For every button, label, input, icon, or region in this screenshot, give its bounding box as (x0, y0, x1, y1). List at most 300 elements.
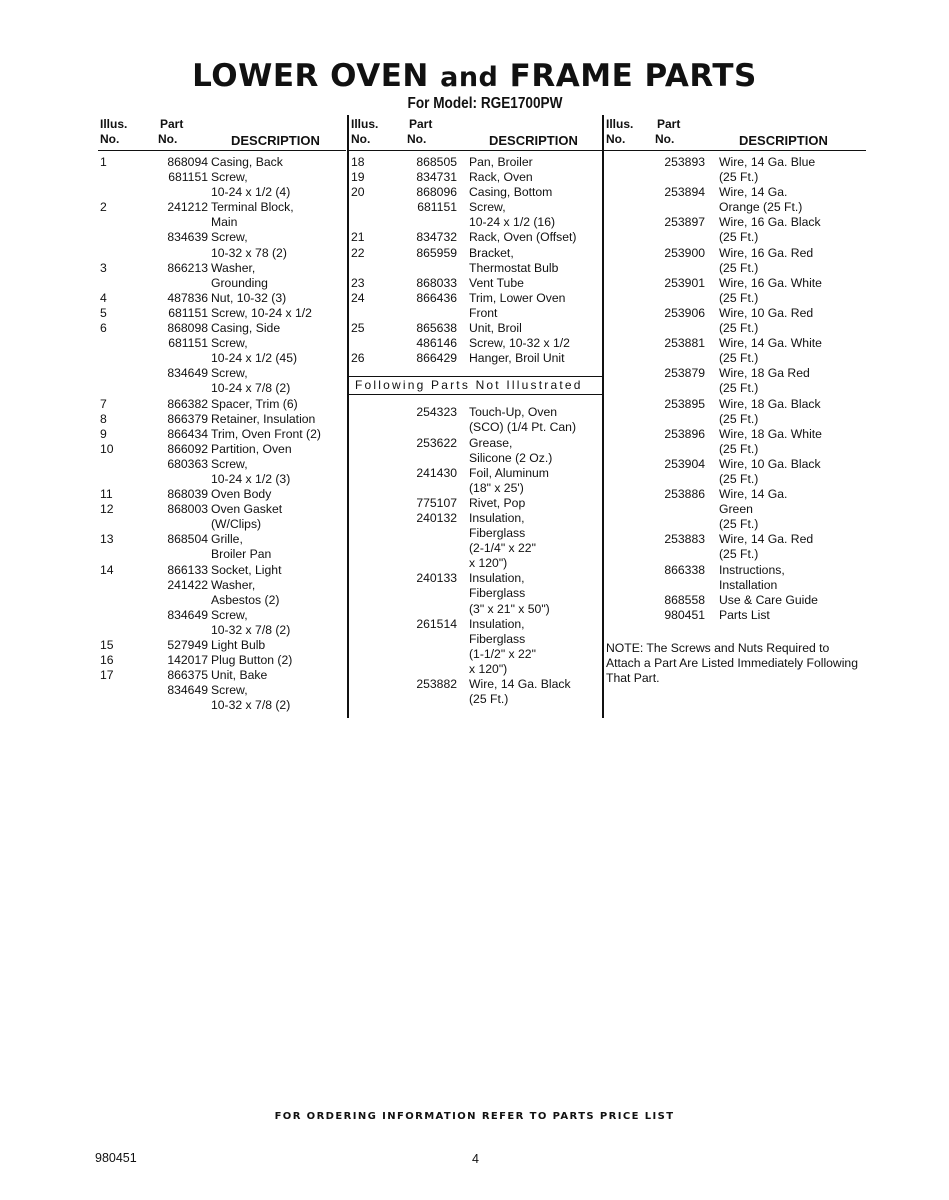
part-number: 253881 (664, 336, 705, 351)
illus-number: 22 (351, 245, 365, 260)
part-number: 866436 (416, 290, 457, 305)
part-description: (25 Ft.) (719, 381, 759, 396)
part-header-no: No. (655, 132, 675, 146)
part-number: 866092 (167, 441, 208, 456)
illus-number: 4 (100, 290, 107, 305)
entry-line (349, 261, 604, 276)
part-description: Wire, 14 Ga. (719, 185, 788, 200)
part-number: 241212 (167, 200, 208, 215)
entry-line (349, 466, 604, 481)
part-number: 253879 (664, 366, 705, 381)
entry-line (98, 291, 346, 306)
part-description: Wire, 10 Ga. Red (719, 305, 814, 320)
part-entry (349, 617, 604, 677)
part-description: Grounding (211, 275, 268, 290)
part-entry (98, 155, 346, 170)
part-description: Screw, 10-24 x 1/2 (211, 305, 312, 320)
part-entry (349, 436, 604, 466)
part-number: 253622 (416, 435, 457, 450)
illus-number: 24 (351, 290, 365, 305)
part-number: 775107 (416, 495, 457, 510)
part-description: Casing, Bottom (469, 185, 553, 200)
entry-line (98, 336, 346, 351)
part-description: (25 Ft.) (719, 260, 759, 275)
illus-number: 3 (100, 260, 107, 275)
part-number: 240132 (416, 510, 457, 525)
part-entry (349, 185, 604, 200)
entry-line (98, 502, 346, 517)
illus-number: 18 (351, 155, 365, 169)
illus-number: 19 (351, 170, 365, 185)
part-entry (349, 405, 604, 435)
entry-line (349, 632, 604, 647)
illus-number: 6 (100, 321, 107, 336)
illus-number: 14 (100, 562, 114, 577)
part-number: 241430 (416, 465, 457, 480)
part-description: Screw, 10-32 x 1/2 (469, 336, 570, 351)
part-entry (349, 291, 604, 321)
part-number: 868558 (664, 592, 705, 607)
part-description: Wire, 10 Ga. Black (719, 456, 821, 471)
part-number: 142017 (167, 653, 208, 668)
entry-line (604, 608, 866, 623)
entry-line (604, 246, 866, 261)
part-entry (349, 571, 604, 616)
entry-line (98, 185, 346, 200)
part-entry (604, 487, 866, 532)
part-description: 10-24 x 1/2 (16) (469, 215, 556, 230)
entry-line (98, 200, 346, 215)
entry-line (349, 185, 604, 200)
entry-line (349, 526, 604, 541)
part-description: Main (211, 215, 238, 230)
entry-line (98, 427, 346, 442)
parts-list (98, 151, 346, 713)
entry-line (604, 276, 866, 291)
part-number: 865638 (416, 321, 457, 336)
entry-line (349, 276, 604, 291)
entry-line (604, 457, 866, 472)
illus-number: 1 (100, 155, 107, 169)
part-description: (25 Ft.) (719, 321, 759, 336)
part-number: 253895 (664, 396, 705, 411)
illus-number: 20 (351, 185, 365, 200)
illus-number: 17 (100, 668, 114, 683)
illus-header-no: No. (100, 132, 120, 146)
part-entry (98, 457, 346, 487)
entry-line (349, 692, 604, 707)
part-description: Wire, 16 Ga. Red (719, 245, 814, 260)
part-number: 834649 (167, 366, 208, 381)
part-description: Screw, (211, 170, 248, 185)
illus-number: 5 (100, 305, 107, 320)
part-header-no: No. (407, 132, 427, 146)
part-description: Installation (719, 577, 778, 592)
entry-line (98, 472, 346, 487)
part-number: 868096 (416, 185, 457, 200)
entry-line (98, 638, 346, 653)
part-entry (604, 276, 866, 306)
ordering-info-footer: FOR ORDERING INFORMATION REFER TO PARTS PRICE LIST (274, 1111, 675, 1122)
part-number: 834649 (167, 607, 208, 622)
part-number: 866375 (167, 668, 208, 683)
illus-number: 9 (100, 426, 107, 441)
entry-line (349, 170, 604, 185)
part-description: Hanger, Broil Unit (469, 351, 565, 366)
entry-line (349, 351, 604, 366)
part-description: (25 Ft.) (719, 471, 759, 486)
entry-line (604, 593, 866, 608)
part-description: Screw, (469, 200, 506, 215)
entry-line (98, 517, 346, 532)
part-entry (98, 502, 346, 532)
part-number: 253896 (664, 426, 705, 441)
parts-list (349, 151, 604, 366)
part-number: 254323 (416, 405, 457, 420)
entry-line (349, 306, 604, 321)
part-description: Touch-Up, Oven (469, 405, 558, 420)
part-description: Oven Gasket (211, 502, 283, 517)
part-description: Grille, (211, 532, 243, 547)
part-description: (25 Ft.) (469, 692, 509, 707)
entry-line (98, 397, 346, 412)
part-number: 253894 (664, 185, 705, 200)
part-entry (604, 427, 866, 457)
part-number: 253897 (664, 215, 705, 230)
part-description: Partition, Oven (211, 441, 292, 456)
part-description: Fiberglass (469, 631, 526, 646)
entry-line (604, 306, 866, 321)
entry-line (349, 496, 604, 511)
illus-number: 26 (351, 351, 365, 366)
entry-line (349, 677, 604, 692)
part-number: 980451 (664, 607, 705, 622)
part-description: (25 Ft.) (719, 351, 759, 366)
part-description: Vent Tube (469, 275, 524, 290)
parts-column-1 (98, 115, 346, 713)
part-entry (98, 321, 346, 336)
part-number: 865959 (416, 245, 457, 260)
part-number: 866434 (167, 426, 208, 441)
entry-line (604, 472, 866, 487)
part-description: x 120") (469, 661, 508, 676)
part-description: 10-24 x 1/2 (4) (211, 185, 291, 200)
part-description: (SCO) (1/4 Pt. Can) (469, 420, 577, 435)
entry-line (604, 185, 866, 200)
part-entry (604, 366, 866, 396)
part-entry (98, 230, 346, 260)
illus-number: 23 (351, 275, 365, 290)
part-description: Fiberglass (469, 526, 526, 541)
page-number: 4 (472, 1152, 479, 1166)
part-entry (604, 215, 866, 245)
part-header: Part (409, 117, 433, 131)
entry-line (98, 547, 346, 562)
part-description: Insulation, (469, 616, 525, 631)
part-entry (349, 276, 604, 291)
entry-line (98, 487, 346, 502)
part-description: Fiberglass (469, 586, 526, 601)
entry-line (349, 215, 604, 230)
parts-column-2 (347, 115, 604, 718)
part-description: Casing, Back (211, 155, 283, 169)
part-description: Spacer, Trim (6) (211, 396, 298, 411)
part-description: (25 Ft.) (719, 411, 759, 426)
part-entry (98, 487, 346, 502)
part-description: Broiler Pan (211, 547, 272, 562)
part-description: Rivet, Pop (469, 495, 526, 510)
entry-line (349, 541, 604, 556)
entry-line (349, 246, 604, 261)
part-description: Use & Care Guide (719, 592, 818, 607)
illus-header: Illus. (351, 117, 379, 131)
part-description: Wire, 18 Ga Red (719, 366, 810, 381)
entry-line (604, 397, 866, 412)
entry-line (604, 366, 866, 381)
part-description: Instructions, (719, 562, 785, 577)
entry-line (604, 321, 866, 336)
illus-number: 13 (100, 532, 114, 547)
entry-line (98, 457, 346, 472)
entry-line (604, 517, 866, 532)
description-header: DESCRIPTION (231, 133, 320, 148)
part-number: 240133 (416, 571, 457, 586)
part-description: 10-32 x 7/8 (2) (211, 622, 291, 637)
part-description: (2-1/4" x 22" (469, 541, 536, 556)
part-number: 681151 (168, 336, 208, 351)
part-description: Front (469, 305, 498, 320)
part-description: Nut, 10-32 (3) (211, 290, 287, 305)
part-number: 486146 (416, 336, 457, 351)
part-description: Asbestos (2) (211, 592, 280, 607)
part-number: 261514 (416, 616, 457, 631)
part-description: 10-24 x 1/2 (3) (211, 471, 291, 486)
entry-line (349, 420, 604, 435)
entry-line (349, 436, 604, 451)
illus-header: Illus. (606, 117, 634, 131)
part-entry (98, 638, 346, 653)
part-description: Rack, Oven (Offset) (469, 230, 577, 245)
part-description: Wire, 16 Ga. Black (719, 215, 821, 230)
part-description: Bracket, (469, 245, 514, 260)
entry-line (98, 276, 346, 291)
part-number: 241422 (167, 577, 208, 592)
description-header: DESCRIPTION (739, 133, 828, 148)
part-description: Silicone (2 Oz.) (469, 450, 553, 465)
entry-line (604, 215, 866, 230)
entry-line (98, 563, 346, 578)
part-description: Washer, (211, 260, 256, 275)
part-entry (349, 496, 604, 511)
entry-line (349, 511, 604, 526)
entry-line (98, 608, 346, 623)
part-number: 253893 (664, 155, 705, 169)
part-description: Foil, Aluminum (469, 465, 549, 480)
part-entry (604, 563, 866, 593)
entry-line (349, 481, 604, 496)
part-description: x 120") (469, 556, 508, 571)
part-entry (98, 653, 346, 668)
part-entry (349, 155, 604, 170)
part-description: Insulation, (469, 571, 525, 586)
entry-line (98, 155, 346, 170)
part-number: 868504 (167, 532, 208, 547)
part-number: 681151 (168, 170, 208, 185)
illus-number: 2 (100, 200, 107, 215)
part-entry (98, 200, 346, 230)
entry-line (98, 246, 346, 261)
entry-line (98, 668, 346, 683)
part-description: Light Bulb (211, 638, 266, 652)
entry-line (604, 502, 866, 517)
part-description: Trim, Lower Oven (469, 290, 566, 305)
part-description: Wire, 18 Ga. Black (719, 396, 821, 411)
entry-line (349, 336, 604, 351)
part-number: 253906 (664, 305, 705, 320)
part-entry (349, 321, 604, 336)
part-entry (98, 291, 346, 306)
part-entry (604, 336, 866, 366)
part-number: 834639 (167, 230, 208, 245)
part-description: (18" x 25') (469, 480, 524, 495)
part-entry (98, 532, 346, 562)
part-description: Orange (25 Ft.) (719, 200, 803, 215)
part-description: Thermostat Bulb (469, 260, 559, 275)
entry-line (604, 336, 866, 351)
part-entry (604, 397, 866, 427)
entry-line (349, 155, 604, 170)
illus-number: 12 (100, 502, 114, 517)
part-description: Parts List (719, 607, 770, 622)
entry-line (604, 412, 866, 427)
entry-line (604, 261, 866, 276)
part-description: (W/Clips) (211, 517, 262, 532)
illus-number: 25 (351, 321, 365, 336)
part-number: 868039 (167, 487, 208, 502)
entry-line (98, 381, 346, 396)
part-number: 681151 (168, 305, 208, 320)
entry-line (349, 662, 604, 677)
part-description: Screw, (211, 366, 248, 381)
part-description: Casing, Side (211, 321, 281, 336)
entry-line (98, 698, 346, 713)
entry-line (98, 532, 346, 547)
parts-column-3 (602, 115, 866, 718)
part-number: 253886 (664, 487, 705, 502)
part-description: Wire, 14 Ga. Black (469, 677, 571, 691)
entry-line (349, 602, 604, 617)
entry-line (349, 617, 604, 632)
part-entry (98, 668, 346, 683)
part-entry (349, 336, 604, 351)
part-header: Part (160, 117, 184, 131)
parts-list (349, 401, 604, 707)
entry-line (98, 593, 346, 608)
part-description: Rack, Oven (469, 170, 533, 185)
entry-line (604, 563, 866, 578)
part-number: 527949 (167, 638, 208, 652)
part-entry (604, 306, 866, 336)
part-number: 487836 (167, 290, 208, 305)
part-description: Screw, (211, 230, 248, 245)
entry-line (604, 291, 866, 306)
entry-line (98, 578, 346, 593)
illus-header-no: No. (351, 132, 371, 146)
part-entry (349, 466, 604, 496)
part-number: 866382 (167, 396, 208, 411)
entry-line (98, 683, 346, 698)
entry-line (98, 170, 346, 185)
part-number: 868003 (167, 502, 208, 517)
part-description: Terminal Block, (211, 200, 294, 215)
part-description: (25 Ft.) (719, 230, 759, 245)
column-header (349, 115, 604, 151)
part-description: Pan, Broiler (469, 155, 533, 169)
part-entry (349, 677, 604, 707)
part-description: (25 Ft.) (719, 517, 759, 532)
illus-number: 11 (100, 487, 113, 502)
part-entry (98, 442, 346, 457)
part-description: Wire, 16 Ga. White (719, 275, 822, 290)
part-number: 868505 (416, 155, 457, 169)
part-entry (604, 246, 866, 276)
part-description: 10-32 x 78 (2) (211, 245, 287, 260)
part-entry (98, 336, 346, 366)
entry-line (604, 578, 866, 593)
part-entry (349, 511, 604, 571)
part-entry (98, 306, 346, 321)
entry-line (98, 442, 346, 457)
column-header (98, 115, 346, 151)
part-entry (98, 261, 346, 291)
part-entry (604, 532, 866, 562)
part-number: 253901 (664, 275, 705, 290)
entry-line (349, 321, 604, 336)
part-description: (25 Ft.) (719, 441, 759, 456)
illus-number: 10 (100, 441, 114, 456)
part-number: 866379 (167, 411, 208, 426)
parts-list (604, 151, 866, 623)
part-description: Unit, Bake (211, 668, 268, 683)
entry-line (349, 405, 604, 420)
part-description: Screw, (211, 456, 248, 471)
illus-number: 21 (351, 230, 365, 245)
entry-line (98, 412, 346, 427)
entry-line (604, 230, 866, 245)
entry-line (349, 200, 604, 215)
part-description: Retainer, Insulation (211, 411, 316, 426)
illus-number: 16 (100, 653, 114, 668)
part-entry (98, 366, 346, 396)
illus-number: 7 (100, 396, 107, 411)
part-number: 834649 (167, 683, 208, 698)
entry-line (349, 586, 604, 601)
part-description: Green (719, 502, 753, 517)
entry-line (604, 487, 866, 502)
part-number: 866133 (167, 562, 208, 577)
entry-line (349, 556, 604, 571)
part-description: (25 Ft.) (719, 290, 759, 305)
part-entry (349, 351, 604, 366)
part-description: (25 Ft.) (719, 170, 759, 185)
part-header-no: No. (158, 132, 178, 146)
part-entry (349, 200, 604, 230)
part-number: 868098 (167, 321, 208, 336)
entry-line (604, 532, 866, 547)
part-number: 253904 (664, 456, 705, 471)
part-description: (3" x 21" x 50") (469, 601, 550, 616)
part-entry (604, 593, 866, 608)
